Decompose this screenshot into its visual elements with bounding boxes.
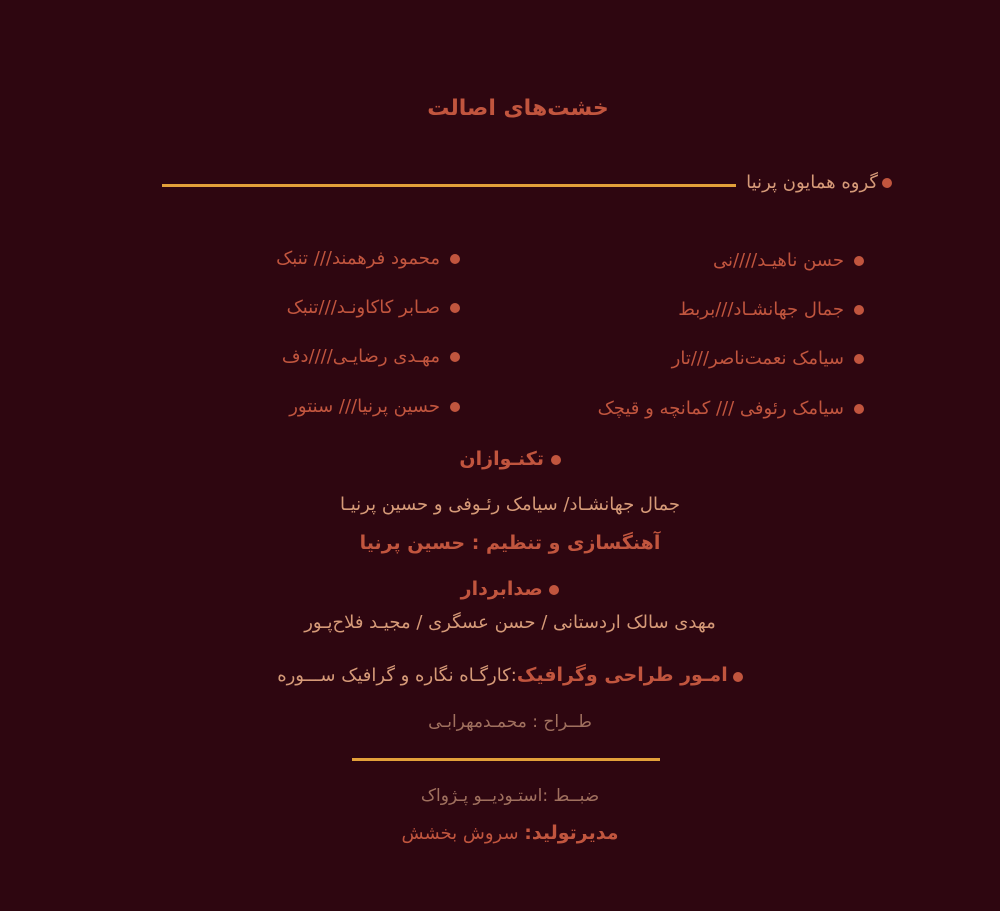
group-name: گروه همایون پرنیا — [746, 172, 878, 193]
sound-heading-row — [0, 578, 1000, 600]
soloists-heading-row — [0, 448, 1000, 470]
design-row — [0, 664, 1000, 686]
member-item — [289, 396, 460, 417]
design-heading: امـور طراحی وگرافیک — [516, 664, 728, 686]
bullet-icon — [733, 672, 743, 682]
designer-credit: طــراح : محمـدمهرابـی — [428, 712, 592, 732]
recording-credit: ضبــط :استـودیــو پـژواک — [420, 786, 600, 806]
bullet-icon — [551, 455, 561, 465]
member-text: جمال جهانشـاد///بربط — [678, 299, 844, 320]
member-item — [598, 398, 864, 419]
bullet-icon — [882, 178, 892, 188]
divider-top — [162, 184, 736, 187]
bullet-icon — [854, 305, 864, 315]
member-item — [678, 299, 864, 320]
member-item — [276, 248, 460, 269]
sound-names: مهدی سالک اردستانی / حسن عسگری / مجیـد فلاح‌پـور — [304, 612, 716, 633]
member-item — [713, 250, 864, 271]
bullet-icon — [450, 254, 460, 264]
album-title: خشت‌های اصالت — [427, 96, 609, 121]
producer-name: سروش بخشش — [401, 823, 525, 844]
member-text: سیامک نعمت‌ناصر///تار — [671, 348, 844, 369]
soloists-heading: تکنـوازان — [459, 448, 544, 470]
bullet-icon — [854, 404, 864, 414]
bullet-icon — [549, 585, 559, 595]
member-item — [282, 346, 460, 367]
member-text: مهـدی رضایـی////دف — [281, 346, 440, 367]
bullet-icon — [450, 303, 460, 313]
producer-row — [0, 822, 1000, 844]
member-text: محمود فرهمند/// تنبک — [276, 248, 440, 269]
producer-label: مدیرتولید: — [524, 822, 619, 844]
bullet-icon — [450, 352, 460, 362]
member-item — [672, 348, 864, 369]
member-text: حسین پرنیا/// سنتور — [289, 396, 440, 417]
soloists-names: جمال جهانشـاد/ سیامک رئـوفی و حسین پرنیـا — [339, 494, 681, 515]
group-line — [746, 172, 892, 193]
design-value: :کارگـاه نگاره و گرافیک ســـوره — [277, 665, 517, 686]
member-text: سیامک رئوفی /// کمانچه و قیچک — [597, 398, 844, 419]
member-item — [287, 297, 460, 318]
bullet-icon — [450, 402, 460, 412]
sound-heading: صدابردار — [460, 578, 543, 600]
member-text: صـابر کاکاونـد///تنبک — [286, 297, 440, 318]
member-text: حسن ناهیـد////نی — [712, 250, 844, 271]
divider-bottom — [352, 758, 660, 761]
bullet-icon — [854, 256, 864, 266]
composition-credit: آهنگسازی و تنظیم : حسین پرنیا — [359, 532, 661, 554]
bullet-icon — [854, 354, 864, 364]
